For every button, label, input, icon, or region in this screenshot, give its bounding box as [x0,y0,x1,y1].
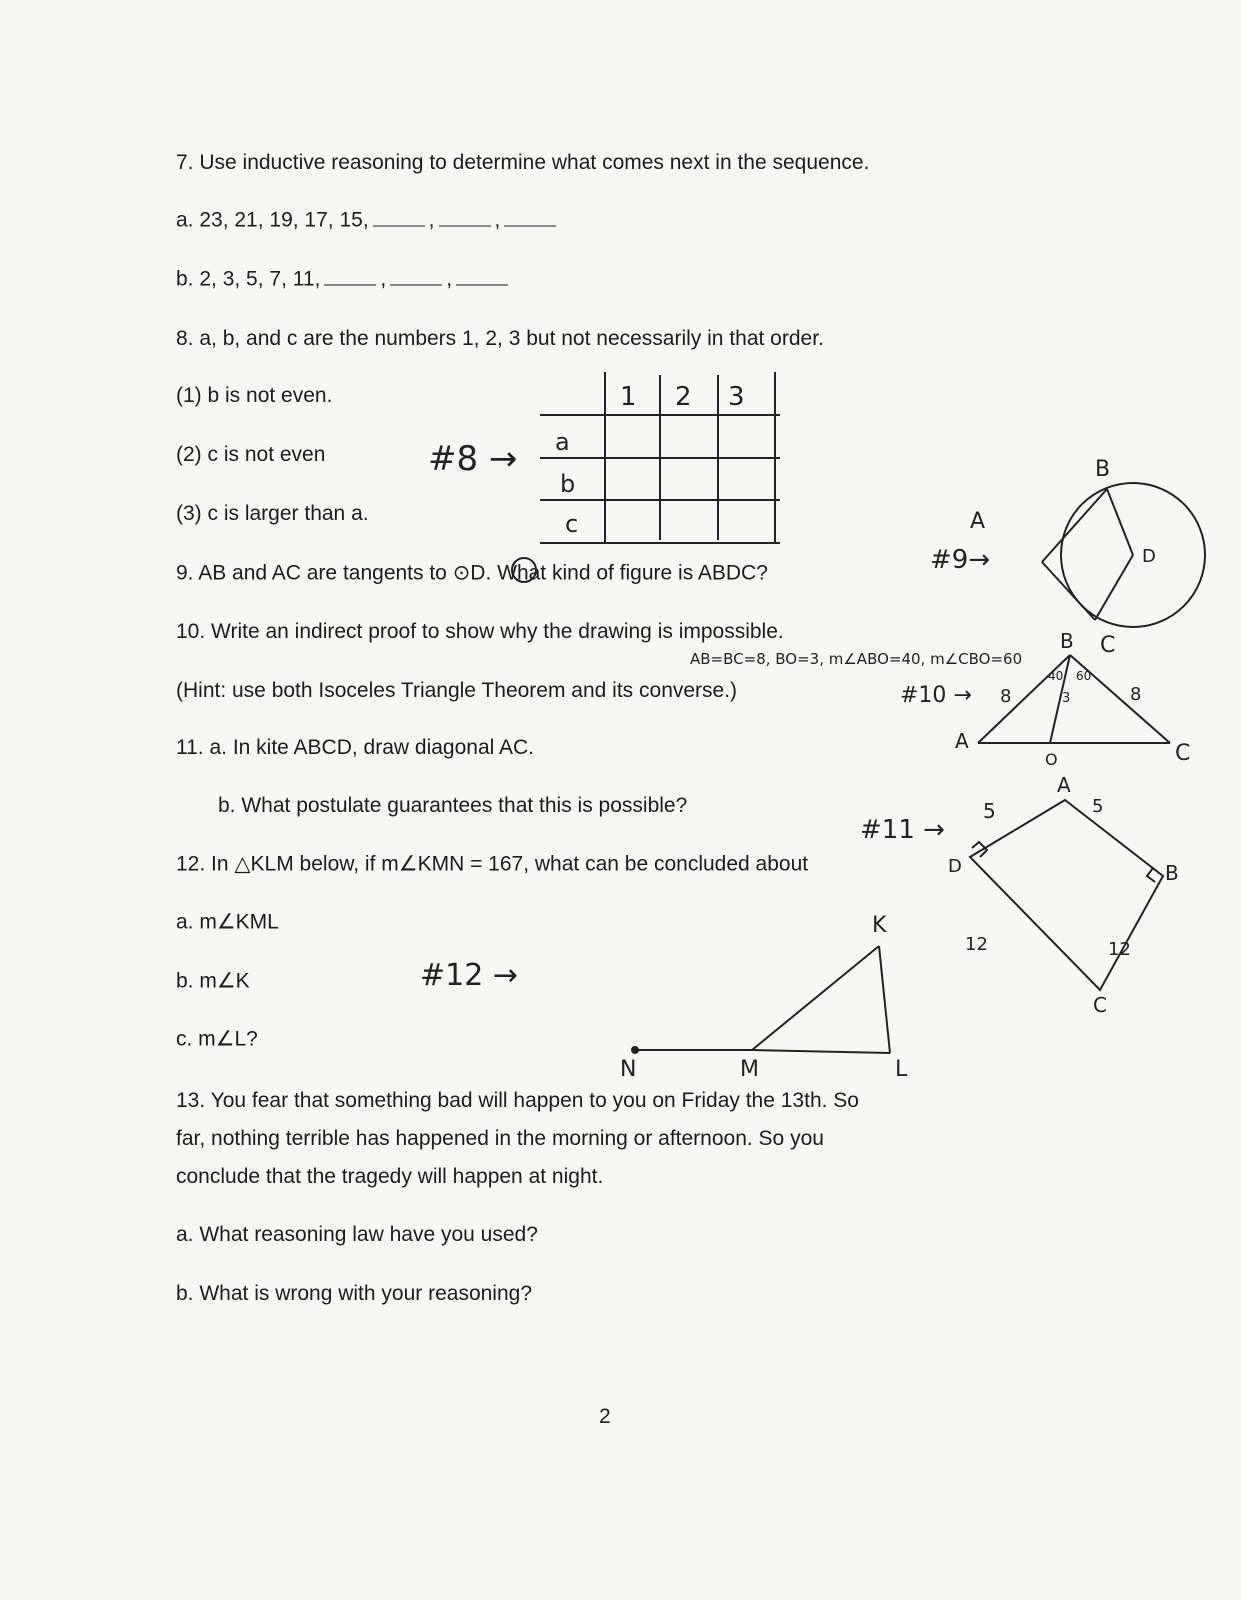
sequence-b: b. 2, 3, 5, 7, 11, [176,267,321,291]
question-10: 10. Write an indirect proof to show why the drawing is impossible. [176,620,784,643]
fig11-tag: #11 → [860,815,945,845]
question-7b: b. 2, 3, 5, 7, 11, , , [176,267,512,292]
fig10-label: B [1060,629,1074,653]
clue-1: (1) b is not even. [176,384,333,407]
fig9-label: A [970,509,986,534]
fig10-label: 60 [1076,669,1092,683]
figure-11 [860,773,1179,1017]
fig10-label: A [955,729,969,753]
fig12-label: N [620,1057,637,1082]
fig10-label: C [1175,741,1191,766]
question-13a: a. What reasoning law have you used? [176,1223,538,1246]
question-12a: a. m∠KML [176,910,279,934]
fig11-label: D [948,856,962,877]
question-7a: a. 23, 21, 19, 17, 15, , , [176,208,560,233]
fig11-label: 5 [1092,796,1104,817]
fig12-label: K [872,913,887,938]
fig12-label: M [740,1057,759,1082]
fig10-label: 40 [1048,669,1064,683]
question-13b: b. What is wrong with your reasoning? [176,1282,533,1305]
fig11-label: A [1057,773,1071,797]
logic-grid [428,372,780,543]
clue-3: (3) c is larger than a. [176,502,369,525]
fig12-tag: #12 → [420,958,518,993]
fig9-label: C [1100,633,1116,658]
fig11-label: 5 [983,799,996,823]
question-7: 7. Use inductive reasoning to determine what comes next in the sequence. [176,151,870,174]
fig9-label: B [1095,457,1111,482]
circle-symbol-icon [512,558,536,582]
fig10-label: O [1045,750,1058,769]
clue-2: (2) c is not even [176,443,326,466]
grid-col: 2 [675,382,692,412]
fig10-label: 3 [1062,691,1071,706]
question-13-line2: far, nothing terrible has happened in the morning or afternoon. So you [176,1127,824,1150]
fig11-label: 12 [1108,939,1131,960]
question-13-line1: 13. You fear that something bad will happen to you on Friday the 13th. So [176,1089,859,1112]
question-9: 9. AB and AC are tangents to ⊙D. What kind of figure is ABDC? [176,561,768,585]
question-11b: b. What postulate guarantees that this is possible? [218,794,688,817]
page-number: 2 [599,1405,611,1428]
question-12b: b. m∠K [176,969,250,993]
question-12c: c. m∠L? [176,1027,258,1051]
question-12: 12. In △KLM below, if m∠KMN = 167, what can be concluded about [176,852,809,876]
question-13-line3: conclude that the tragedy will happen at night. [176,1165,604,1188]
grid-row: c [565,510,579,538]
fig10-tag: #10 → [900,683,972,708]
question-8: 8. a, b, and c are the numbers 1, 2, 3 but not necessarily in that order. [176,327,824,350]
fig12-label: L [895,1057,908,1082]
fig11-label: B [1165,861,1179,885]
sequence-a: a. 23, 21, 19, 17, 15, [176,208,369,232]
grid-col: 3 [728,382,745,412]
fig9-label: D [1142,546,1156,567]
grid-col: 1 [620,382,637,412]
figure-9 [930,457,1205,658]
figure-12 [420,913,908,1082]
fig11-label: 12 [965,934,988,955]
grid-row: b [560,470,576,498]
fig9-tag: #9→ [930,545,991,575]
grid-tag: #8 → [428,439,518,479]
grid-row: a [555,428,570,456]
fig10-label: 8 [1130,684,1142,705]
fig10-label: 8 [1000,686,1012,707]
question-11a: 11. a. In kite ABCD, draw diagonal AC. [176,736,534,759]
question-10-hint: (Hint: use both Isoceles Triangle Theorem and its converse.) [176,679,738,702]
fig11-label: C [1093,993,1107,1017]
fig10-given: AB=BC=8, BO=3, m∠ABO=40, m∠CBO=60 [690,650,1023,668]
